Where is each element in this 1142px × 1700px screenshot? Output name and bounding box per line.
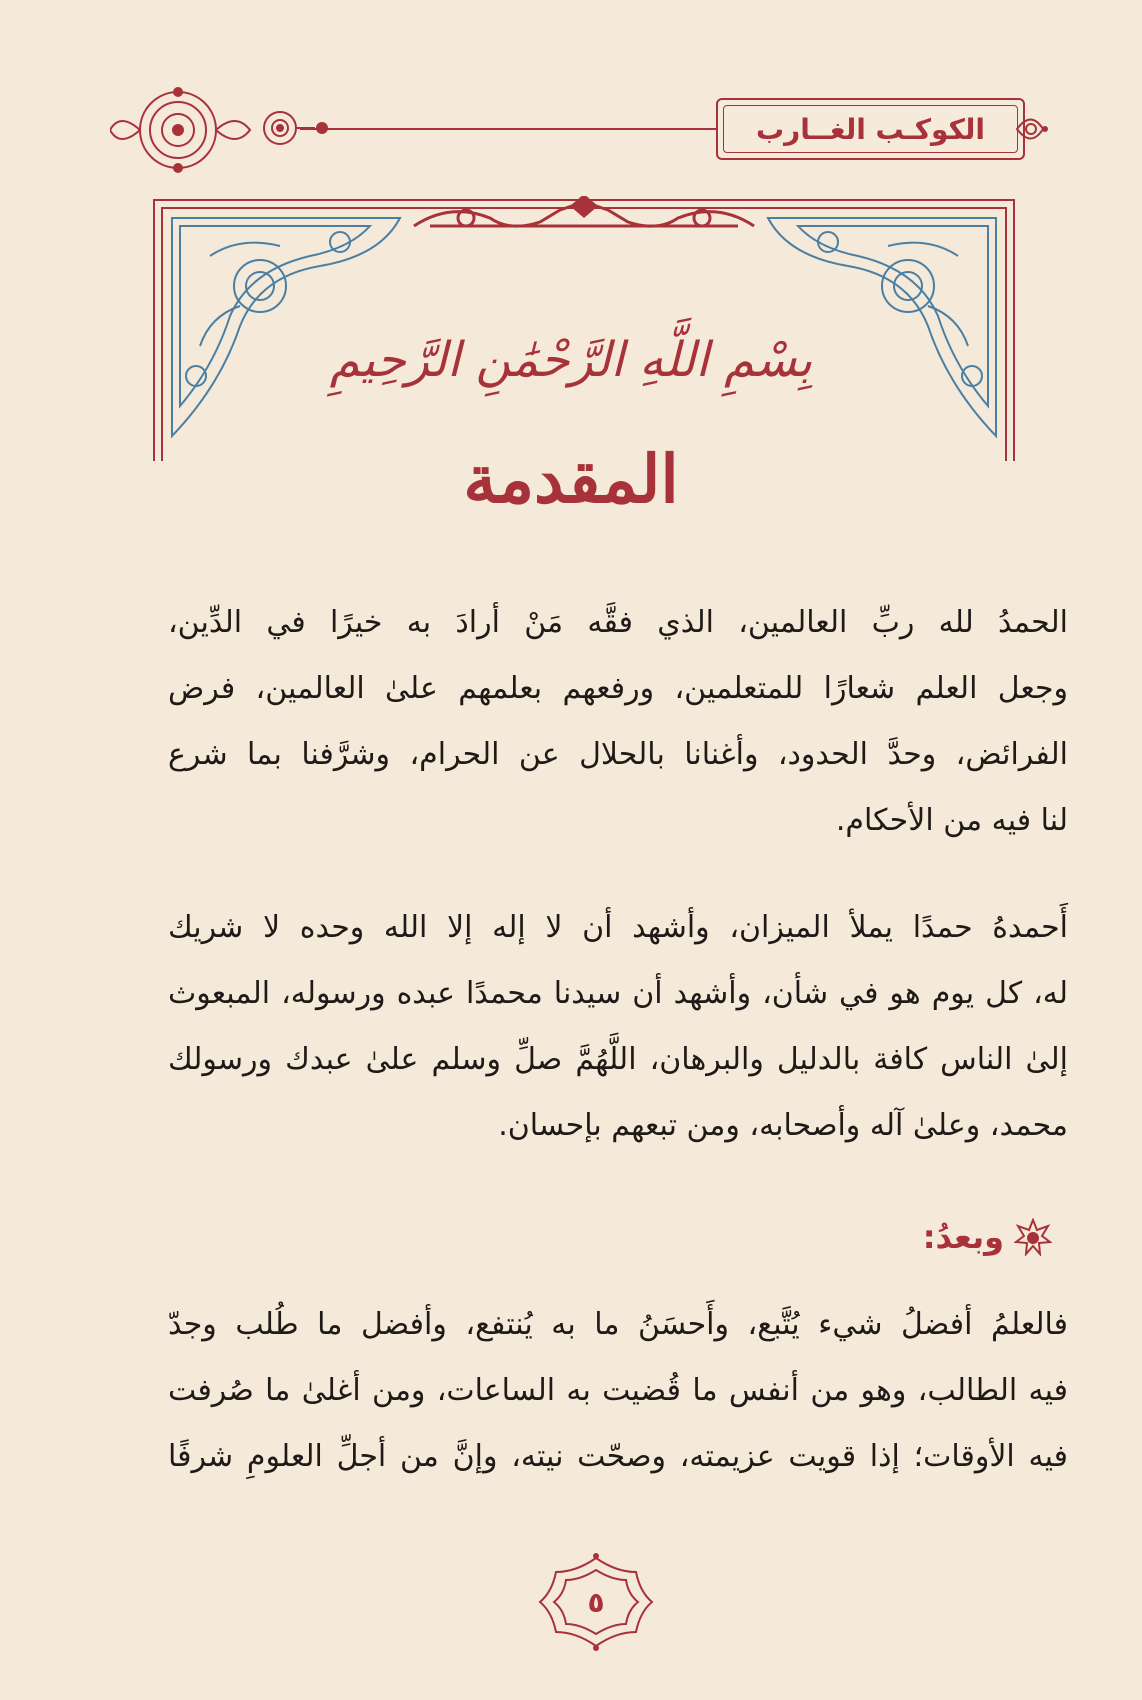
text-line: له، كل يوم هو في شأن، وأشهد أن سيدنا محمدًا عبده ورسوله، المبعوث xyxy=(168,976,1068,1011)
page-number-badge xyxy=(536,1552,656,1652)
decorative-frame xyxy=(150,196,1018,461)
title-box-ornament-icon xyxy=(1013,100,1049,158)
header-rule xyxy=(300,128,720,130)
text-line: أَحمدهُ حمدًا يملأ الميزان، وأشهد أن لا إله إلا الله وحده لا شريك xyxy=(168,910,1068,945)
paragraph-3 xyxy=(168,1292,1068,1490)
text-line: وجعل العلم شعارًا للمتعلمين، ورفعهم بعلمهم علىٰ العالمين، فرض xyxy=(168,671,1068,706)
paragraph-2 xyxy=(168,895,1068,1159)
text-line: فيه الأوقات؛ إذا قويت عزيمته، وصحّت نيته، وإنَّ من أجلِّ العلومِ شرفًا xyxy=(168,1439,1068,1474)
running-title: الكوكـب الغــارب xyxy=(755,112,986,146)
subheading-text: وبعدُ: xyxy=(922,1218,1004,1256)
text-line: فيه الطالب، وهو من أنفس ما قُضيت به الساعات، ومن أغلىٰ ما صُرفت xyxy=(168,1373,1068,1408)
star-ornament-icon xyxy=(1014,1218,1052,1256)
text-line: إلىٰ الناس كافة بالدليل والبرهان، اللَّهُمَّ صلِّ وسلم علىٰ عبدك ورسولك xyxy=(168,1042,1068,1077)
text-line: الفرائض، وحدَّ الحدود، وأغنانا بالحلال عن الحرام، وشرَّفنا بما شرع xyxy=(168,737,1068,772)
section-heading: المقدمة xyxy=(463,440,679,518)
text-line: محمد، وعلىٰ آله وأصحابه، ومن تبعهم بإحسان. xyxy=(498,1108,1068,1143)
text-line: الحمدُ لله ربِّ العالمين، الذي فقَّه مَنْ أرادَ به خيرًا في الدِّين، xyxy=(168,605,1068,640)
rosette-ornament-icon xyxy=(110,82,340,178)
page-number: ٥ xyxy=(587,1585,605,1619)
subheading xyxy=(923,1218,1052,1256)
paragraph-1 xyxy=(168,590,1068,854)
text-line: فالعلمُ أفضلُ شيء يُتَّبع، وأَحسَنُ ما به يُنتفع، وأفضل ما طُلب وجدّ xyxy=(168,1307,1068,1342)
text-line: لنا فيه من الأحكام. xyxy=(835,803,1068,838)
running-title-box xyxy=(716,98,1025,160)
basmala: بِسْمِ اللَّهِ الرَّحْمَٰنِ الرَّحِيمِ xyxy=(329,332,813,388)
